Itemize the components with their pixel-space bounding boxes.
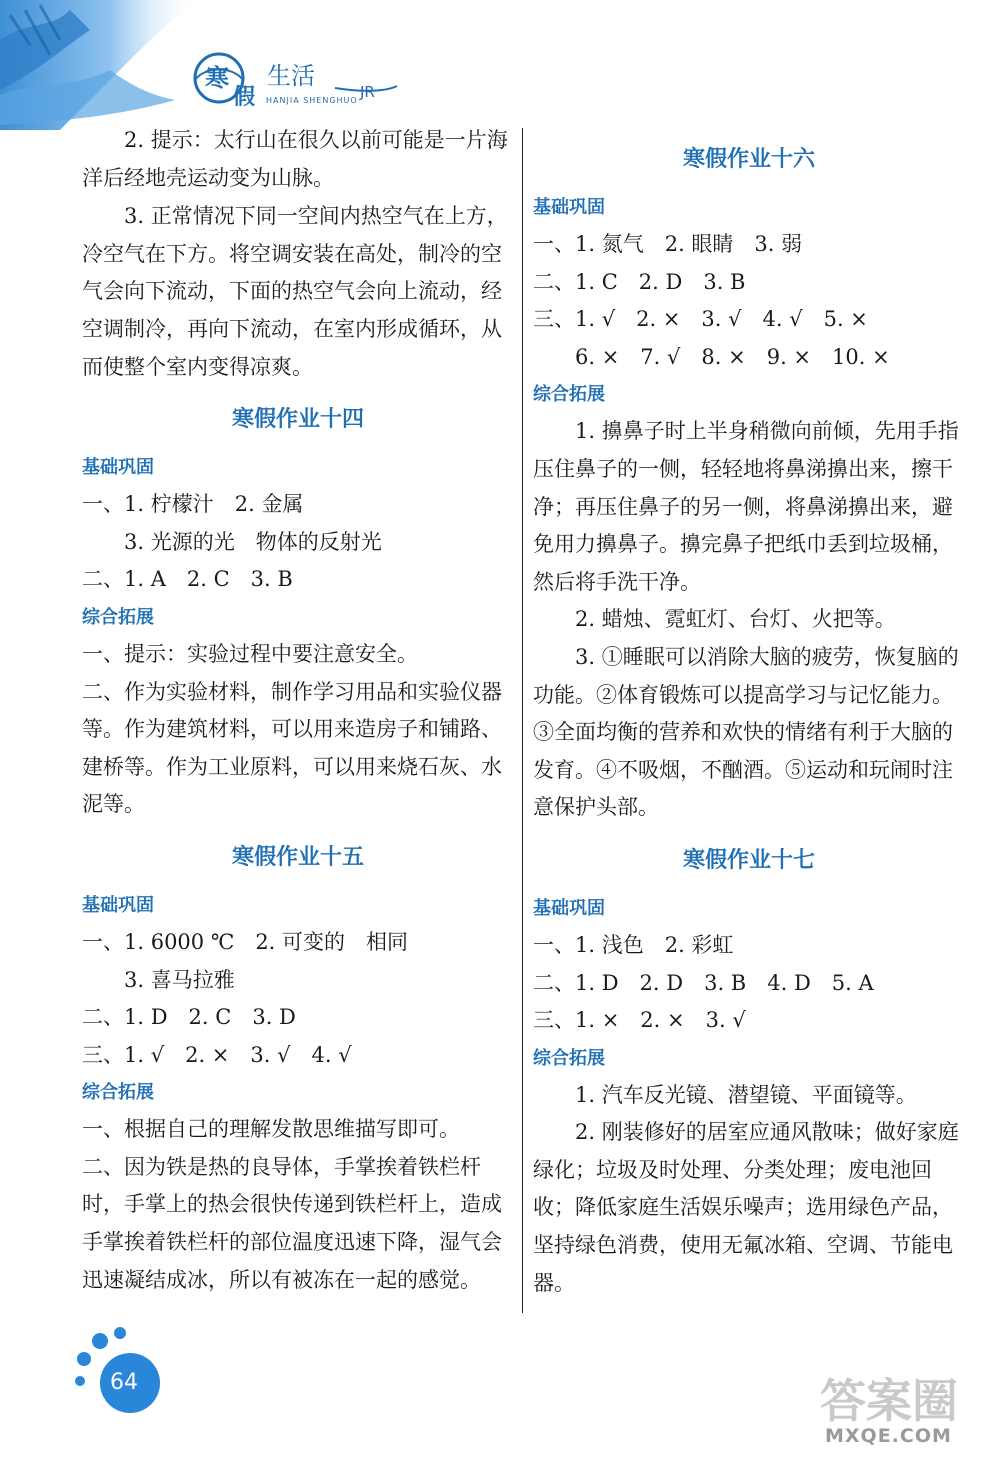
svg-text:假: 假 xyxy=(233,85,256,110)
answer-line: 一、提示：实验过程中要注意安全。 xyxy=(82,641,418,666)
answer-line: 6. × 7. √ 8. × 9. × 10. × xyxy=(575,344,890,369)
answer-line: 一、1. 6000 ℃ 2. 可变的 相同 xyxy=(82,929,409,954)
answer-paragraph: 1. 擤鼻子时上半身稍微向前倾，先用手指压住鼻子的一侧，轻轻地将鼻涕擤出来，擦干净；再压住鼻子的另一侧，将鼻涕擤出来，避免用力擤鼻子。擤完鼻子把纸巾丢到垃圾桶，然后将手洗干净。 xyxy=(533,419,959,594)
answer-paragraph: 3. 正常情况下同一空间内热空气在上方，冷空气在下方。将空调安装在高处，制冷的空气会向下流动，下面的热空气会向上流动，经空调制冷，再向下流动，在室内形成循环，从而使整个室内变得凉爽。 xyxy=(82,204,508,379)
answer-line: 1. 汽车反光镜、潜望镜、平面镜等。 xyxy=(575,1082,917,1107)
answer-line: 二、1. A 2. C 3. B xyxy=(82,567,293,592)
subheading-extension: 综合拓展 xyxy=(533,1047,605,1069)
answer-paragraph: 3. ①睡眠可以消除大脑的疲劳，恢复脑的功能。②体育锻炼可以提高学习与记忆能力。③全面均衡的营养和欢快的情绪有利于大脑的发育。④不吸烟，不酗酒。⑤运动和玩闹时注意保护头部。 xyxy=(533,644,959,820)
left-column xyxy=(82,120,514,1299)
answer-paragraph: 二、作为实验材料，制作学习用品和实验仪器等。作为建筑材料，可以用来造房子和铺路、建桥等。作为工业原料，可以用来烧石灰、水泥等。 xyxy=(82,679,502,817)
watermark-url: MXQE.COM xyxy=(825,1425,952,1447)
section-title-14: 寒假作业十四 xyxy=(231,407,364,433)
edition-label: JR xyxy=(360,83,375,101)
section-title-17: 寒假作业十七 xyxy=(682,847,815,873)
subheading-extension: 综合拓展 xyxy=(533,384,605,406)
answer-line: 一、根据自己的理解发散思维描写即可。 xyxy=(82,1117,460,1142)
column-divider xyxy=(522,128,523,1313)
answer-line: 二、1. D 2. D 3. B 4. D 5. A xyxy=(533,970,874,995)
answer-line: 三、1. √ 2. × 3. √ 4. √ 5. × xyxy=(533,307,868,332)
answer-line: 2. 蜡烛、霓虹灯、台灯、火把等。 xyxy=(575,607,896,632)
svg-text:寒: 寒 xyxy=(205,64,229,92)
subheading-extension: 综合拓展 xyxy=(82,606,154,628)
subheading-basic: 基础巩固 xyxy=(533,197,605,218)
answer-paragraph: 二、因为铁是热的良导体，手掌挨着铁栏杆时，手掌上的热会很快传递到铁栏杆上，造成手掌挨着铁栏杆的部位温度迅速下降，湿气会迅速凝结成冰，所以有被冻在一起的感觉。 xyxy=(82,1154,502,1292)
watermark-logo: 答案圈 xyxy=(820,1374,958,1428)
answer-paragraph: 2. 刚装修好的居室应通风散味；做好家庭绿化；垃圾及时处理、分类处理；废电池回收；降低家庭生活娱乐噪声；选用绿色产品，坚持绿色消费，使用无氟冰箱、空调、节能电器。 xyxy=(533,1120,959,1295)
answer-line: 三、1. √ 2. × 3. √ 4. √ xyxy=(82,1042,352,1067)
answer-line: 二、1. C 2. D 3. B xyxy=(533,269,746,294)
logo-subtitle: HANJIA SHENGHUO xyxy=(266,96,358,105)
answer-paragraph: 2. 提示：太行山在很久以前可能是一片海洋后经地壳运动变为山脉。 xyxy=(82,128,508,190)
svg-text:生活: 生活 xyxy=(267,62,315,90)
right-column xyxy=(533,120,965,1302)
answer-line: 一、1. 浅色 2. 彩虹 xyxy=(533,932,734,957)
answer-line: 三、1. × 2. × 3. √ xyxy=(533,1008,746,1033)
section-title-15: 寒假作业十五 xyxy=(231,844,364,870)
answer-line: 二、1. D 2. C 3. D xyxy=(82,1005,296,1030)
answer-line: 一、1. 柠檬汁 2. 金属 xyxy=(82,492,304,517)
answer-line: 一、1. 氮气 2. 眼睛 3. 弱 xyxy=(533,232,803,256)
subheading-basic: 基础巩固 xyxy=(82,894,154,916)
subheading-basic: 基础巩固 xyxy=(82,457,154,479)
answer-line: 3. 光源的光 物体的反射光 xyxy=(124,529,382,554)
page-number: 64 xyxy=(110,1370,138,1395)
section-title-16: 寒假作业十六 xyxy=(682,147,815,172)
subheading-extension: 综合拓展 xyxy=(82,1082,154,1104)
subheading-basic: 基础巩固 xyxy=(533,897,605,919)
answer-line: 3. 喜马拉雅 xyxy=(124,967,235,992)
